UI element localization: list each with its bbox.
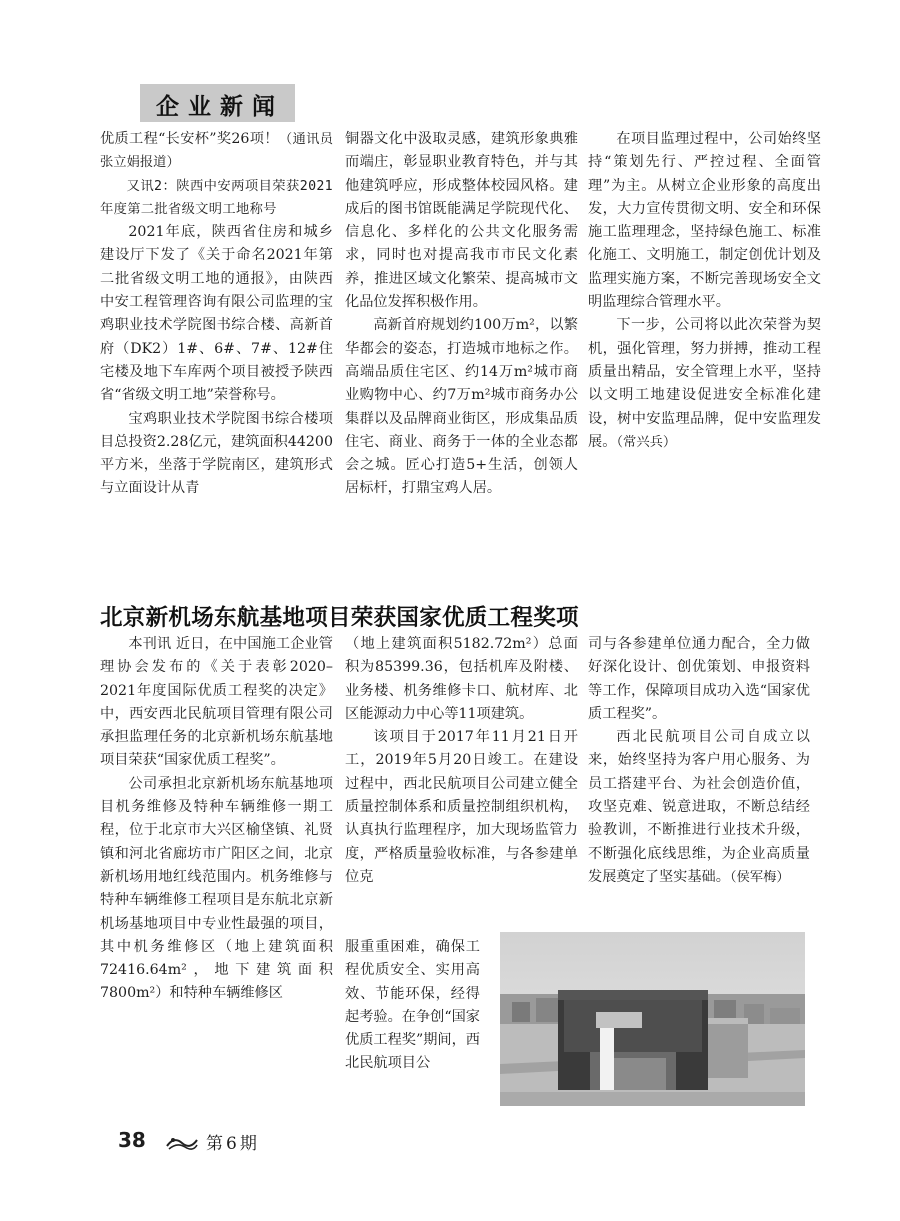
paragraph bbox=[100, 773, 333, 1006]
paragraph bbox=[100, 128, 333, 175]
paragraph bbox=[100, 221, 333, 407]
paragraph-text: 服重重困难，确保工程优质安全、实用高效、节能环保，经得起考验。在争创“国家优质工程奖”期间，西北民航项目公 bbox=[345, 939, 480, 1072]
reporter-credit: （侯军梅） bbox=[729, 869, 790, 885]
issue-number: 第6期 bbox=[206, 1134, 260, 1154]
paragraph-text: 西北民航项目公司自成立以来，始终坚持为客户用心服务、为员工搭建平台、为社会创造价值，攻坚克难、锐意进取，不断总结经验教训，不断推进行业技术升级，不断强化底线思维，为企业高质量发展奠定了坚实基础。 bbox=[588, 729, 810, 885]
hangar-photo bbox=[500, 932, 805, 1106]
paragraph-text: 优质工程“长安杯”奖26项！ bbox=[100, 131, 279, 147]
paragraph-text: 铜器文化中汲取灵感，建筑形象典雅而端庄，彰显职业教育特色，并与其他建筑呼应，形成整体校园风格。建成后的图书馆既能满足学院现代化、信息化、多样化的公共文化服务需求，同时也对提高我市市民文化素养，推进区域文化繁荣、提高城市文化品位发挥积极作用。 bbox=[345, 131, 578, 311]
paragraph bbox=[345, 726, 578, 889]
paragraph bbox=[588, 633, 810, 726]
paragraph bbox=[588, 726, 810, 889]
article-column-1 bbox=[100, 633, 333, 1006]
reporter-credit: （通讯员 张立娟报道） bbox=[100, 132, 334, 171]
paragraph-text: 该项目于2017年11月21日开工，2019年5月20日竣工。在建设过程中，西北民航项目公司建立健全质量控制体系和质量控制组织机构，认真执行监理程序，加大现场监管力度，严格质量验收标准，与各参建单位克 bbox=[345, 729, 578, 885]
paragraph-text: 又讯2：陕西中安两项目荣获2021年度第二批省级文明工地称号 bbox=[100, 178, 333, 217]
article-column-3 bbox=[588, 633, 810, 889]
paragraph bbox=[100, 408, 333, 501]
article-column-2-continued bbox=[345, 936, 480, 1076]
section-header: 企业新闻 bbox=[156, 94, 284, 120]
paragraph-text: 宝鸡职业技术学院图书综合楼项目总投资2.28亿元，建筑面积44200平方米，坐落于学院南区，建筑形式与立面设计从青 bbox=[100, 410, 333, 497]
paragraph bbox=[100, 633, 333, 773]
reporter-credit: （常兴兵） bbox=[616, 434, 677, 450]
paragraph-text: （地上建筑面积5182.72m²）总面积为85399.36，包括机库及附楼、业务楼、机务维修卡口、航材库、北区能源动力中心等11项建筑。 bbox=[345, 636, 578, 722]
paragraph-text: 公司承担北京新机场东航基地项目机务维修及特种车辆维修一期工程，位于北京市大兴区榆垡镇、礼贤镇和河北省廊坊市广阳区之间，北京新机场用地红线范围内。机务维修与特种车辆维修工程项目是东航北京新机场基地项目中专业性最强的项目，其中机务维修区（地上建筑面积72416.64m²，地下建筑面积7800m²）和特种车辆维修区 bbox=[100, 775, 333, 1002]
paragraph bbox=[345, 633, 578, 726]
page-number: 38 bbox=[118, 1128, 146, 1152]
top-column-3 bbox=[588, 128, 821, 454]
top-column-1 bbox=[100, 128, 333, 501]
magazine-logo-icon bbox=[165, 1134, 199, 1156]
paragraph-text: 2021年底，陕西省住房和城乡建设厅下发了《关于命名2021年第二批省级文明工地的通报》，由陕西中安工程管理咨询有限公司监理的宝鸡职业技术学院图书综合楼、高新首府（DK2）1#、6#、7#、12#住宅楼及地下车库两个项目被授予陕西省“省级文明工地”荣誉称号。 bbox=[100, 224, 333, 404]
paragraph-text: 高新首府规划约100万m²，以繁华都会的姿态，打造城市地标之作。高端品质住宅区、约14万m²城市商业购物中心、约7万m²城市商务办公集群以及品牌商业街区，形成集品质住宅、商业、商务于一体的全业态都会之城。匠心打造5+生活，创领人居标杆，打鼎宝鸡人居。 bbox=[345, 317, 578, 497]
top-column-2 bbox=[345, 128, 578, 501]
article-title: 北京新机场东航基地项目荣获国家优质工程奖项 bbox=[100, 605, 579, 631]
paragraph bbox=[588, 128, 821, 314]
paragraph bbox=[345, 128, 578, 314]
paragraph bbox=[345, 314, 578, 500]
paragraph bbox=[588, 314, 821, 454]
paragraph-text: 本刊讯 近日，在中国施工企业管理协会发布的《关于表彰2020–2021年度国际优质工程奖的决定》中，西安西北民航项目管理有限公司承担监理任务的北京新机场东航基地项目荣获“国家优质工程奖”。 bbox=[100, 636, 333, 769]
article-column-2 bbox=[345, 633, 578, 889]
paragraph bbox=[100, 175, 333, 222]
paragraph bbox=[345, 936, 480, 1076]
paragraph-text: 下一步，公司将以此次荣誉为契机，强化管理，努力拼搏，推动工程质量出精品，安全管理上水平，坚持以文明工地建设促进安全标准化建设，树中安监理品牌，促中安监理发展。 bbox=[588, 317, 821, 450]
paragraph-text: 司与各参建单位通力配合，全力做好深化设计、创优策划、申报资料等工作，保障项目成功入选“国家优质工程奖”。 bbox=[588, 636, 810, 722]
paragraph-text: 在项目监理过程中，公司始终坚持“策划先行、严控过程、全面管理”为主。从树立企业形象的高度出发，大力宣传贯彻文明、安全和环保施工监理理念，坚持绿色施工、标准化施工、文明施工，制定创优计划及监理实施方案，不断完善现场安全文明监理综合管理水平。 bbox=[588, 131, 821, 311]
